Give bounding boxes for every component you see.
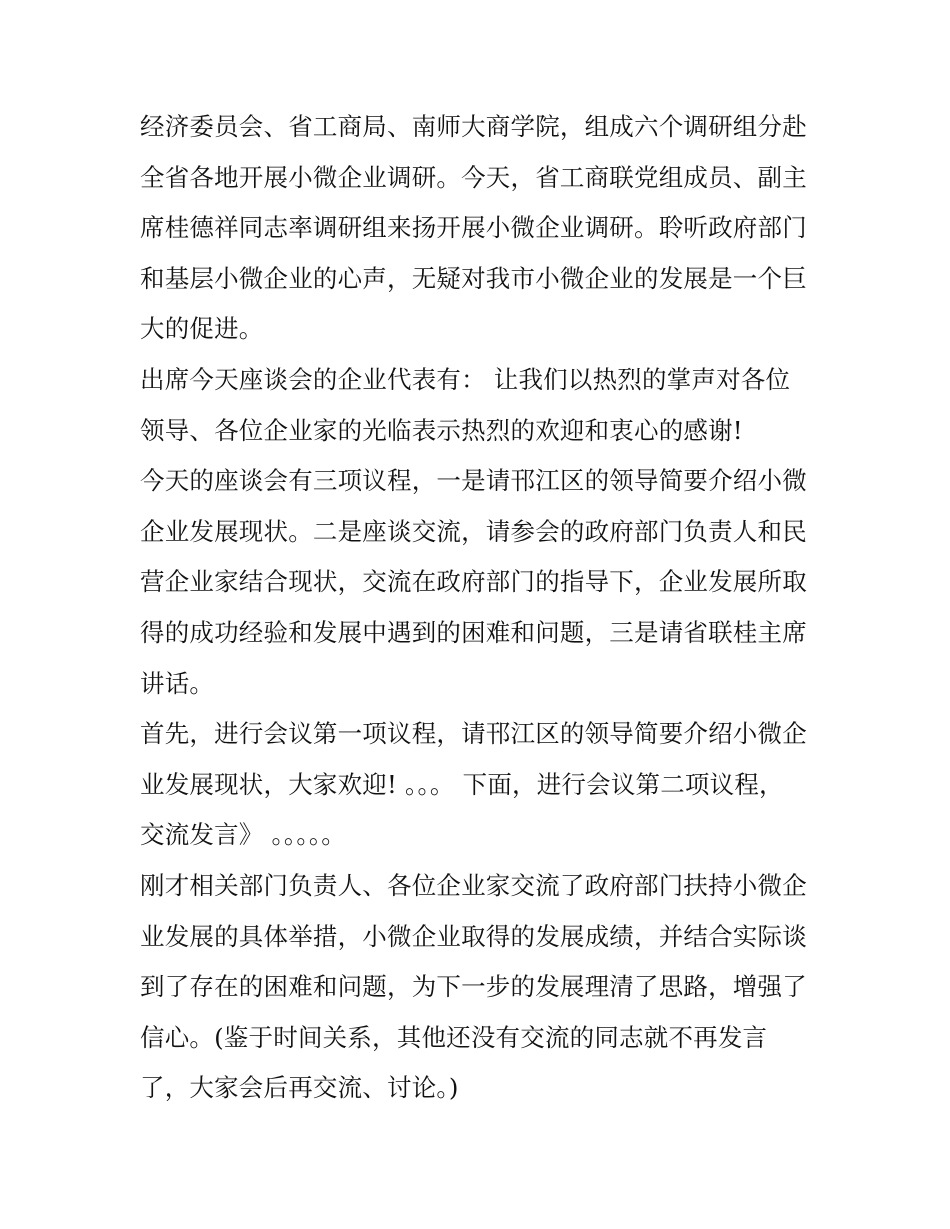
text-line: 全省各地开展小微企业调研。今天，省工商联党组成员、副主 (140, 162, 807, 192)
text-line: 业发展现状，大家欢迎! 。。。 下面，进行会议第二项议程， (140, 769, 784, 799)
text-line: 大的促进。 (140, 314, 264, 344)
text-line: 了，大家会后再交流、讨论。) (140, 1073, 459, 1103)
text-line: 刚才相关部门负责人、各位企业家交流了政府部门扶持小微企 (140, 870, 807, 900)
text-line: 交流发言》 。。。。。 (140, 820, 346, 850)
text-line: 业发展的具体举措，小微企业取得的发展成绩，并结合实际谈 (140, 921, 807, 951)
text-line: 信心。(鉴于时间关系，其他还没有交流的同志就不再发言 (140, 1022, 768, 1052)
text-line: 到了存在的困难和问题，为下一步的发展理清了思路，增强了 (140, 972, 807, 1002)
text-line: 企业发展现状。二是座谈交流，请参会的政府部门负责人和民 (140, 516, 807, 546)
text-line: 得的成功经验和发展中遇到的困难和问题，三是请省联桂主席 (140, 617, 807, 647)
text-line: 经济委员会、省工商局、南师大商学院，组成六个调研组分赴 (140, 112, 807, 141)
text-line: 讲话。 (140, 668, 215, 698)
text-line: 领导、各位企业家的光临表示热烈的欢迎和衷心的感谢! (140, 415, 743, 445)
text-line: 今天的座谈会有三项议程，一是请邗江区的领导简要介绍小微 (140, 466, 807, 496)
text-line: 出席今天座谈会的企业代表有： 让我们以热烈的掌声对各位 (140, 364, 791, 394)
text-line: 席桂德祥同志率调研组来扬开展小微企业调研。聆听政府部门 (140, 213, 807, 243)
text-line: 和基层小微企业的心声，无疑对我市小微企业的发展是一个巨 (140, 263, 807, 293)
text-line: 首先，进行会议第一项议程，请邗江区的领导简要介绍小微企 (140, 719, 807, 749)
body-text (140, 102, 820, 1114)
text-line: 营企业家结合现状，交流在政府部门的指导下，企业发展所取 (140, 567, 807, 597)
